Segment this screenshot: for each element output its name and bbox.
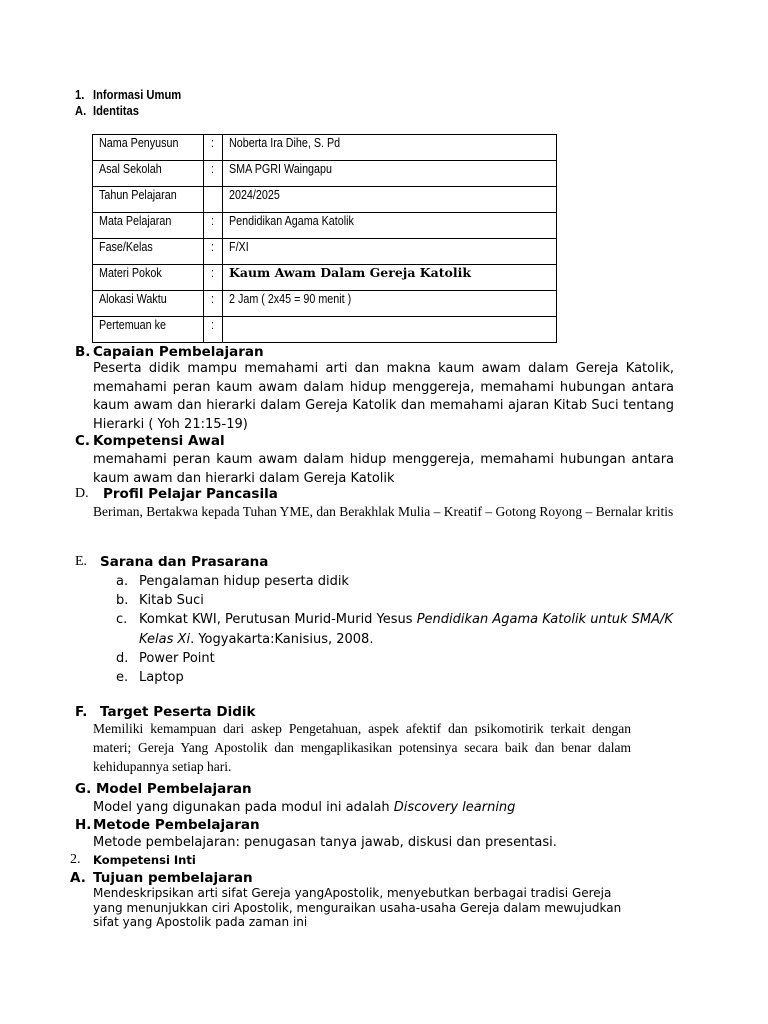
section-2a-text: Mendeskripsikan arti sifat Gereja yangApostolik, menyebutkan berbagai tradisi Gereja yang menunjukkan ciri Apostolik, menguraikan usaha-usaha Gereja dalam mewujudkan sifat yang Apostolik pada zaman ini <box>93 886 622 929</box>
section-2-number: 2. <box>70 852 81 867</box>
section-c-text: memahami peran kaum awam dalam hidup menggereja, memahami hubungan antara kaum awam dan hierarki dalam Gereja Katolik <box>93 452 674 486</box>
section-g-letter: G. <box>75 781 92 797</box>
row-separator: : <box>211 266 215 280</box>
section-a-letter: A. <box>75 103 87 118</box>
table-row <box>93 161 557 187</box>
section-h-text: Metode pembelajaran: penugasan tanya jawab, diskusi dan presentasi. <box>93 835 557 850</box>
row-separator: : <box>211 292 215 306</box>
row-separator: : <box>211 136 215 150</box>
section-1-number: 1. <box>75 87 85 102</box>
list-text: Power Point <box>139 651 215 666</box>
section-d-title: Profil Pelajar Pancasila <box>103 486 278 502</box>
row-label: Fase/Kelas <box>99 240 153 254</box>
section-g-text-plain: Model yang digunakan pada modul ini adalah <box>93 800 394 815</box>
row-separator: : <box>211 240 215 254</box>
section-b-title: Capaian Pembelajaran <box>93 344 264 360</box>
section-g-text <box>93 800 515 815</box>
section-a-title: Identitas <box>93 103 139 118</box>
section-g-text-italic: Discovery learning <box>393 800 516 815</box>
section-g-title: Model Pembelajaran <box>96 781 252 797</box>
row-separator: : <box>211 214 215 228</box>
section-f-letter: F. <box>75 704 88 720</box>
row-value: 2 Jam ( 2x45 = 90 menit ) <box>229 292 352 306</box>
row-label: Tahun Pelajaran <box>99 188 177 202</box>
row-label: Pertemuan ke <box>99 318 166 332</box>
section-h-letter: H. <box>75 817 92 833</box>
row-value: Noberta Ira Dihe, S. Pd <box>229 136 341 150</box>
section-f-text: Memiliki kemampuan dari askep Pengetahuan, aspek afektif dan psikomotirik terkait dengan materi; Gereja Yang Apostolik dan mengaplikasikan potensinya secara baik dan benar dalam kehidupannya setiap hari. <box>93 721 631 774</box>
row-value: SMA PGRI Waingapu <box>229 162 332 176</box>
row-value: 2024/2025 <box>229 188 280 202</box>
section-e-title: Sarana dan Prasarana <box>100 554 269 570</box>
book-title-cont: Kelas Xi <box>139 632 191 647</box>
row-value: Kaum Awam Dalam Gereja Katolik <box>229 265 471 280</box>
section-c-letter: C. <box>75 433 91 449</box>
row-label: Materi Pokok <box>99 266 162 280</box>
list-marker: b. <box>116 593 129 608</box>
table-row <box>93 265 557 291</box>
section-d-text: Beriman, Bertakwa kepada Tuhan YME, dan Berakhlak Mulia – Kreatif – Gotong Royong – Bernalar kritis <box>93 504 674 519</box>
section-f-title: Target Peserta Didik <box>100 704 256 720</box>
list-text: Komkat KWI, Perutusan Murid-Murid Yesus <box>139 612 417 627</box>
row-separator: : <box>211 162 215 176</box>
row-value: F/XI <box>229 240 249 254</box>
table-row <box>93 291 557 317</box>
row-separator: : <box>211 318 215 332</box>
row-label: Mata Pelajaran <box>99 214 172 228</box>
row-value: Pendidikan Agama Katolik <box>229 214 354 228</box>
row-label: Nama Penyusun <box>99 136 179 150</box>
table-row <box>93 213 557 239</box>
section-2a-letter: A. <box>70 870 86 886</box>
list-marker: d. <box>116 651 129 666</box>
section-e-letter: E. <box>75 554 88 569</box>
list-marker: e. <box>116 670 129 685</box>
identity-table <box>92 134 557 343</box>
section-2a-title: Tujuan pembelajaran <box>93 870 253 886</box>
list-marker: a. <box>116 574 129 589</box>
table-row <box>93 135 557 161</box>
list-text: Laptop <box>139 670 184 685</box>
section-2-title: Kompetensi Inti <box>93 853 196 867</box>
table-row <box>93 317 557 343</box>
row-label: Alokasi Waktu <box>99 292 167 306</box>
table-row <box>93 239 557 265</box>
section-d-letter: D. <box>75 486 89 501</box>
table-row <box>93 187 557 213</box>
section-1-title: Informasi Umum <box>93 87 182 102</box>
list-text: Kitab Suci <box>139 593 204 608</box>
list-marker: c. <box>116 612 128 627</box>
section-b-letter: B. <box>75 344 91 360</box>
section-h-title: Metode Pembelajaran <box>93 817 260 833</box>
section-c-title: Kompetensi Awal <box>93 433 225 449</box>
section-b-text: Peserta didik mampu memahami arti dan makna kaum awam dalam Gereja Katolik, memahami peran kaum awam dalam hidup menggereja, memahami hubungan antara kaum awam dan hierarki dalam Gereja Katolik dan memahami ajaran Kitab Suci tentang Hierarki ( Yoh 21:15-19) <box>93 361 674 432</box>
list-text: Pengalaman hidup peserta didik <box>139 574 349 589</box>
book-title: Pendidikan Agama Katolik untuk SMA/K <box>416 612 673 627</box>
list-text-cont: . Yogyakarta:Kanisius, 2008. <box>190 632 374 647</box>
row-label: Asal Sekolah <box>99 162 162 176</box>
